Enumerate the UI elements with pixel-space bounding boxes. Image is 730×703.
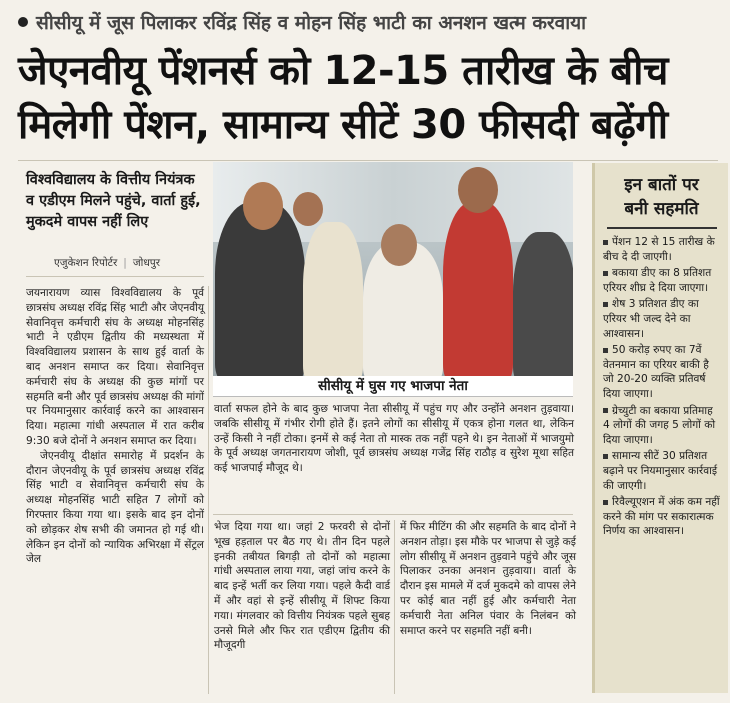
story-column-1 xyxy=(26,286,204,567)
photo-person xyxy=(513,232,573,380)
sidebar-item: 50 करोड़ रुपए का 7वें वेतनमान का एरियर बाकी है जो 20-20 व्यक्ति प्रतिवर्ष दिया जाएगा। xyxy=(603,344,709,400)
headline-rule xyxy=(18,160,718,161)
section-rule xyxy=(213,514,573,515)
sidebar-item: पेंशन 12 से 15 तारीख के बीच दे दी जाएगी। xyxy=(603,236,715,263)
column-rule xyxy=(208,286,209,694)
bullet-icon xyxy=(603,302,608,307)
news-photo xyxy=(213,162,573,380)
bullet-icon xyxy=(603,271,608,276)
story-column-2 xyxy=(214,520,390,653)
sidebar-rule xyxy=(607,227,717,229)
photo-person xyxy=(443,202,513,380)
photo-person xyxy=(303,222,363,380)
sidebar-title-line-1: इन बातों पर xyxy=(624,175,699,195)
byline-org: एजुकेशन रिपोर्टर xyxy=(54,257,118,269)
bullet-icon xyxy=(603,240,608,245)
caption-story xyxy=(214,402,574,476)
sidebar-item: शेष 3 प्रतिशत डीए का एरियर भी जल्द देने का आश्वासन। xyxy=(603,298,699,340)
kicker-text: सीसीयू में जूस पिलाकर रविंद्र सिंह व मोहन सिंह भाटी का अनशन खत्म करवाया xyxy=(36,12,587,34)
headline-line-1: जेएनवीयू पेंशनर्स को 12-15 तारीख के बीच xyxy=(18,48,668,94)
photo-face xyxy=(381,224,417,266)
photo-face xyxy=(458,167,498,213)
column-rule xyxy=(394,520,395,694)
sidebar-list xyxy=(595,235,728,539)
caption-story-text: वार्ता सफल होने के बाद कुछ भाजपा नेता सीसीयू में पहुंच गए और उन्होंने अनशन तुड़वाया। जबकि सीसीयू में गंभीर रोगी होते हैं। इतने लोगों का सीसीयू में एकत्र होना गलत था, लेकिन उन्हें किसी ने नहीं टोका। इनमें से कई नेता तो मास्क तक नहीं पहने थे। इन नेताओं में भाजयुमो के पूर्व अध्यक्ष जगतनारायण जोशी, पूर्व छात्रसंघ अध्यक्ष गजेंद्र सिंह राठौड़ व सुरेश मूथा सहित कई भाजपाई मौजूद थे। xyxy=(214,403,574,475)
bullet-icon xyxy=(603,408,608,413)
byline-separator: | xyxy=(123,257,127,269)
story-paragraph: भेज दिया गया था। जहां 2 फरवरी से दोनों भूख हड़ताल पर बैठ गए थे। तीन दिन पहले इनकी तबीयत बिगड़ी तो दोनों को महात्मा गांधी अस्पताल लाया गया, जहां जांच करने के बाद इन्हें भर्ती कर लिया गया। पहले कैदी वार्ड में और वहां से इन्हें सीसीयू में शिफ्ट किया गया। मंगलवार को वित्तीय नियंत्रक पहले सुबह उनसे मिले और फिर रात एडीएम द्वितीय की मौजूदगी xyxy=(214,521,390,652)
bullet-icon xyxy=(603,500,608,505)
kicker xyxy=(8,4,723,40)
agreement-sidebar xyxy=(592,163,728,693)
story-paragraph: जयनारायण व्यास विश्वविद्यालय के पूर्व छात्रसंघ अध्यक्ष रविंद्र सिंह भाटी और जेएनवीयू सेवानिवृत्त कर्मचारी संघ के अध्यक्ष मोहनसिंह भाटी ने एडीएम द्वितीय की मध्यस्थता में विश्वविद्यालय प्रशासन के साथ हुई वार्ता के बाद अनशन समाप्त कर दिया। सेवानिवृत्त कर्मचारी संघ के अध्यक्ष की कुछ मांगों पर सहमति बनी और पूर्व छात्रसंघ अध्यक्ष की मांगों पर नियमानुसार कार्रवाई करने का आश्वासन दिया। महात्मा गांधी अस्पताल में रात करीब 9:30 बजे दोनों ने अनशन समाप्त कर दिया। xyxy=(26,287,204,447)
sidebar-item: बकाया डीए का 8 प्रतिशत एरियर शीघ्र दे दिया जाएगा। xyxy=(603,267,712,294)
sidebar-title-line-2: बनी सहमति xyxy=(624,199,699,219)
byline-rule xyxy=(26,276,204,277)
side-story-title: विश्वविद्यालय के वित्तीय नियंत्रक व एडीएम मिलने पहुंचे, वार्ता हुई, मुकदमे वापस नहीं लिए xyxy=(26,172,201,230)
bullet-icon xyxy=(603,348,608,353)
photo-face xyxy=(293,192,323,226)
byline-city: जोधपुर xyxy=(132,257,161,269)
photo-caption: सीसीयू में घुस गए भाजपा नेता xyxy=(213,376,573,397)
sidebar-item: सामान्य सीटें 30 प्रतिशत बढ़ाने पर नियमानुसार कार्रवाई की जाएगी। xyxy=(603,450,718,492)
headline-line-2: मिलेगी पेंशन, सामान्य सीटें 30 फीसदी बढ़ेंगी xyxy=(18,102,668,148)
story-paragraph: में फिर मीटिंग की और सहमति के बाद दोनों ने अनशन तोड़ा। इस मौके पर भाजपा से जुड़े कई लोग सीसीयू में अनशन तुड़वाने पहुंचे और जूस पिलाकर उनका अनशन तुड़वाया। वार्ता के दौरान इस मामले में दर्ज मुकदमे को वापस लेने पर कोई बात नहीं हुई और कर्मचारी नेता कर्मचारी नेता अनिल पंवार के निलंबन को समाप्त करने पर सहमति नहीं बनी। xyxy=(400,521,576,637)
sidebar-title xyxy=(595,173,728,221)
photo-face xyxy=(243,182,283,230)
sidebar-item: रिवैल्यूएशन में अंक कम नहीं करने की मांग पर सकारात्मक निर्णय का आश्वासन। xyxy=(603,496,720,538)
byline xyxy=(54,256,160,270)
story-column-3 xyxy=(400,520,576,638)
story-paragraph: जेएनवीयू दीक्षांत समारोह में प्रदर्शन के दौरान जेएनवीयू के पूर्व छात्रसंघ अध्यक्ष रविंद्र सिंह भाटी व सेवानिवृत्त कर्मचारी संघ के अध्यक्ष मोहनसिंह भाटी सहित 7 लोगों को गिरफ्तार किया गया था। इसके बाद इन दोनों को छोड़कर शेष सभी की जमानत हो गई थी। लेकिन इन दोनों को न्यायिक अभिरक्षा में सेंट्रल जेल xyxy=(26,449,204,566)
headline xyxy=(18,44,718,152)
bullet-icon xyxy=(18,17,28,27)
sidebar-item: ग्रेच्युटी का बकाया प्रतिमाह 4 लोगों की जगह 5 लोगों को दिया जाएगा। xyxy=(603,404,716,446)
bullet-icon xyxy=(603,454,608,459)
